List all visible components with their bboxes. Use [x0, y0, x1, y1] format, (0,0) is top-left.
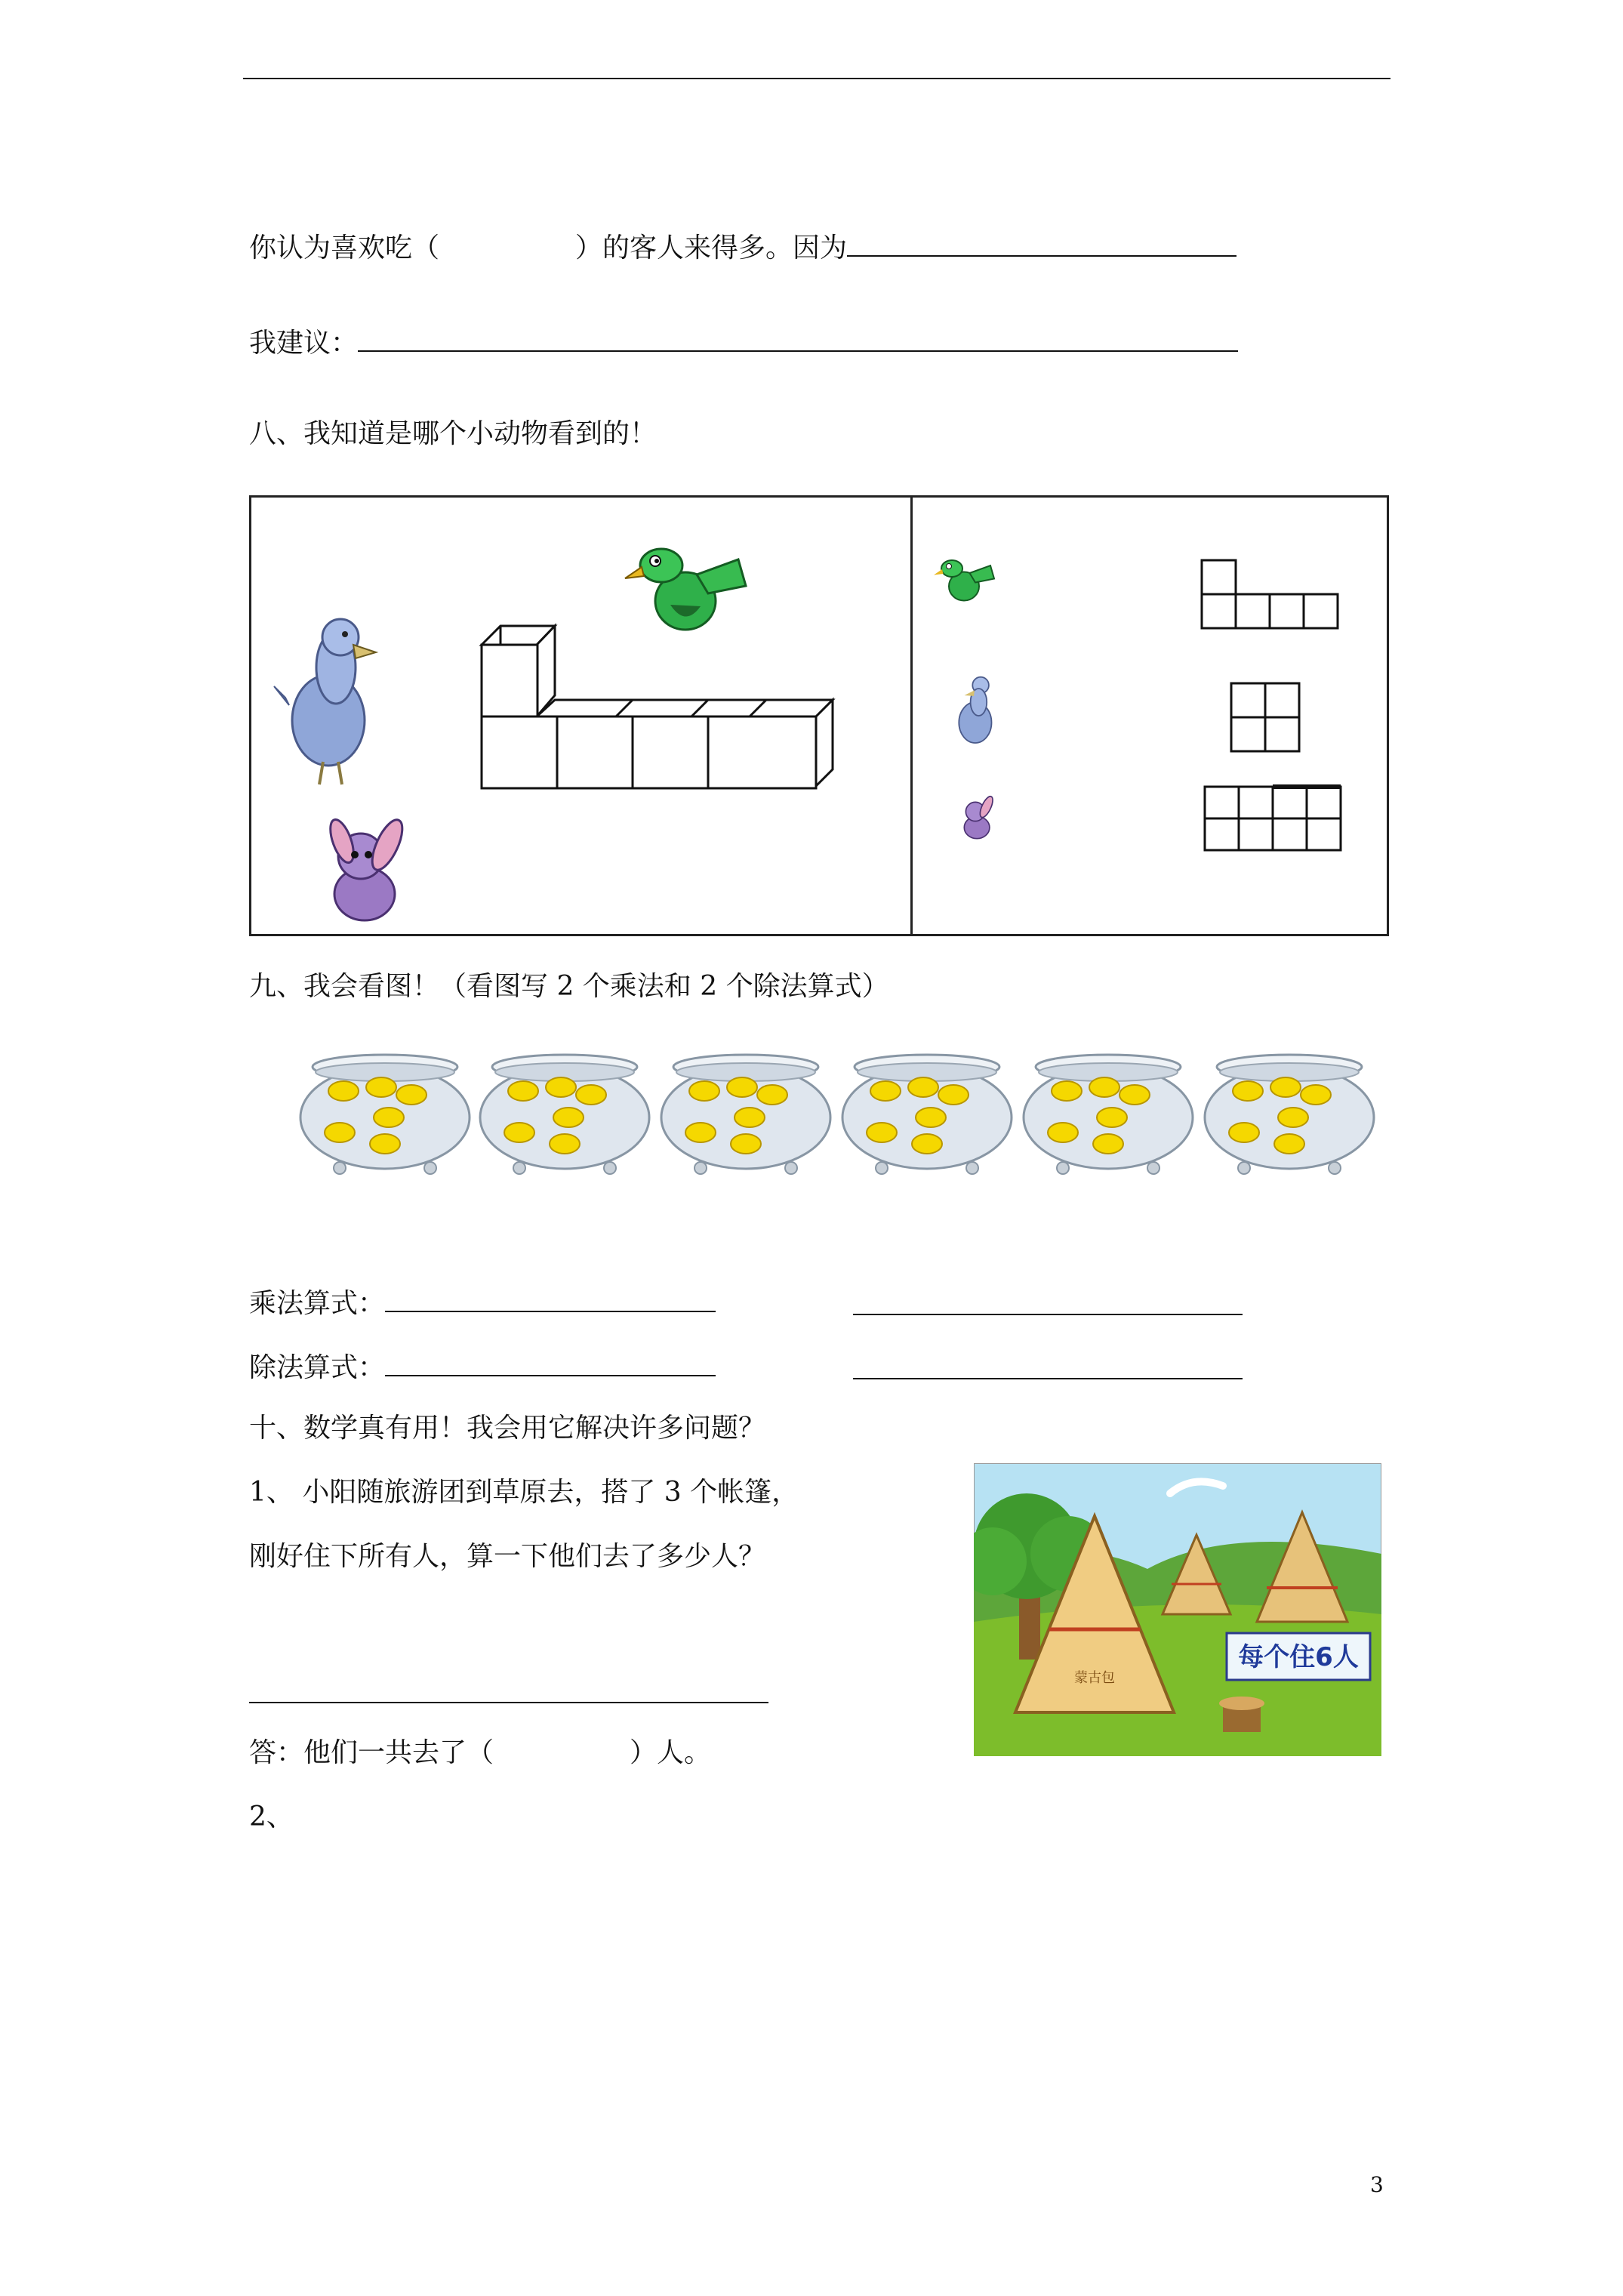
answer-post: ）人。 [630, 1737, 712, 1768]
page-number: 3 [1370, 2172, 1384, 2197]
q7-line1-pre: 你认为喜欢吃（ [249, 233, 440, 264]
view-top-grid [1202, 560, 1338, 628]
q9-mult-row [249, 1284, 716, 1321]
fishbowl-icon [300, 1055, 470, 1174]
q8-scene [251, 498, 910, 934]
tent-flag-text: 蒙古包 [1074, 1670, 1115, 1686]
fishbowl-icon [480, 1055, 649, 1174]
div-answer-line-1[interactable] [385, 1348, 716, 1376]
q10-answer [249, 1737, 711, 1770]
q10-heading: 十、数学真有用！我会用它解决许多问题？ [249, 1413, 766, 1444]
rabbit-small-icon [964, 795, 995, 839]
header-rule [243, 78, 1390, 79]
mult-answer-line-2[interactable] [853, 1314, 1243, 1315]
mult-answer-line-1[interactable] [385, 1284, 716, 1312]
fishbowls-row [298, 1046, 1385, 1185]
q9-div-row [249, 1348, 716, 1385]
rabbit-icon [325, 815, 408, 920]
div-label: 除法算式： [249, 1352, 386, 1383]
q7-line2 [249, 323, 1238, 360]
fishbowl-icon [1205, 1055, 1374, 1174]
q8-heading: 八、我知道是哪个小动物看到的！ [249, 418, 658, 449]
tent-sign-text: 每个住6人 [1238, 1642, 1359, 1672]
q10-p2-label: 2、 [249, 1801, 294, 1832]
q7-line1-mid: ）的客人来得多。因为 [575, 233, 848, 264]
view-side-grid [1231, 683, 1299, 751]
stump-icon [1219, 1697, 1264, 1732]
q8-views [913, 498, 1387, 934]
tent-picture [974, 1463, 1381, 1756]
fishbowl-icon [842, 1055, 1012, 1174]
green-bird-icon [625, 549, 746, 630]
q7-line1 [249, 228, 1236, 265]
cube-structure [482, 626, 833, 788]
q10-work-line[interactable] [249, 1702, 768, 1703]
view-front-grid [1205, 787, 1341, 850]
q7-suggest-line[interactable] [358, 323, 1238, 352]
green-bird-small-icon [934, 560, 994, 601]
fishbowl-icon [661, 1055, 830, 1174]
q10-p1-line2: 刚好住下所有人，算一下他们去了多少人？ [249, 1541, 766, 1572]
mult-label: 乘法算式： [249, 1288, 386, 1319]
div-answer-line-2[interactable] [853, 1378, 1243, 1379]
q7-suggest-label: 我建议： [249, 328, 359, 359]
fishbowl-icon [1024, 1055, 1193, 1174]
answer-pre: 答：他们一共去了（ [249, 1737, 494, 1768]
q10-p1-line1: 1、 小阳随旅游团到草原去，搭了 3 个帐篷， [249, 1477, 799, 1508]
blue-bird-small-icon [959, 677, 991, 743]
q9-heading: 九、我会看图！（看图写 2 个乘法和 2 个除法算式） [249, 971, 889, 1002]
blue-bird-icon [274, 619, 376, 784]
q7-reason-line[interactable] [847, 228, 1236, 257]
